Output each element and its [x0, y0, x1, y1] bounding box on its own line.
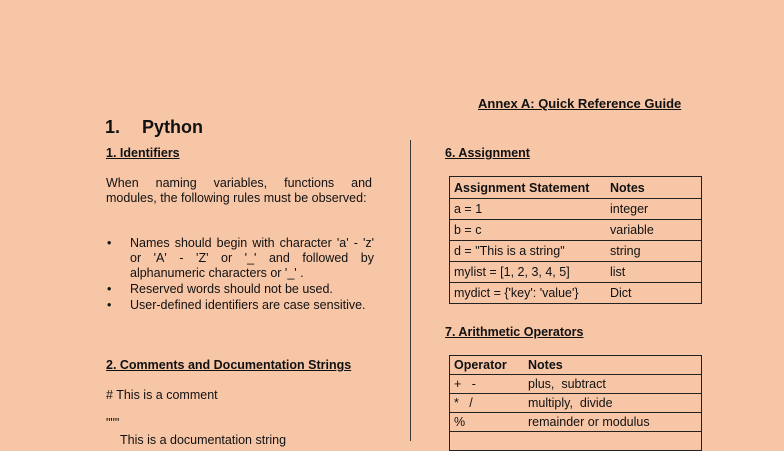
table-header-row [450, 356, 702, 375]
table-cell: variable [606, 220, 702, 241]
docstring-line: This is a documentation string [120, 433, 287, 447]
table-cell: string [606, 241, 702, 262]
column-header: Notes [524, 356, 702, 375]
table-cell: list [606, 262, 702, 283]
list-item: • Names should begin with character 'a' - 'z' or 'A' - 'Z' or '_' and followed by alphanumeric characters or '_' . [106, 236, 374, 281]
page-title-number: 1. [105, 117, 121, 137]
column-header: Notes [606, 177, 702, 199]
table-cell: a = 1 [450, 199, 607, 220]
list-item: • User-defined identifiers are case sensitive. [106, 298, 374, 313]
column-divider [410, 140, 411, 441]
table-cell: integer [606, 199, 702, 220]
table-cell: mydict = {'key': 'value'} [450, 283, 607, 304]
assignment-table [449, 176, 702, 304]
assignment-heading: 6. Assignment [445, 146, 530, 160]
list-item: • Reserved words should not be used. [106, 282, 374, 297]
page-title [105, 117, 203, 138]
page-title-text: Python [142, 117, 203, 137]
table-cell: d = "This is a string" [450, 241, 607, 262]
table-cell [524, 432, 702, 451]
table-row [450, 394, 702, 413]
table-row [450, 199, 702, 220]
table-header-row [450, 177, 702, 199]
identifiers-intro: When naming variables, functions and modules, the following rules must be observed: [106, 176, 372, 205]
table-row [450, 241, 702, 262]
comment-example: # This is a comment [106, 388, 218, 402]
table-cell: Dict [606, 283, 702, 304]
table-cell: plus, subtract [524, 375, 702, 394]
table-cell: * / [450, 394, 525, 413]
table-cell: remainder or modulus [524, 413, 702, 432]
table-row [450, 413, 702, 432]
table-row [450, 432, 702, 451]
identifiers-rules-list [106, 236, 374, 314]
table-row [450, 375, 702, 394]
column-header: Assignment Statement [450, 177, 607, 199]
annex-title: Annex A: Quick Reference Guide [478, 96, 682, 111]
table-row [450, 220, 702, 241]
arithmetic-heading: 7. Arithmetic Operators [445, 325, 584, 339]
table-row [450, 283, 702, 304]
comments-heading: 2. Comments and Documentation Strings [106, 358, 352, 372]
table-cell: multiply, divide [524, 394, 702, 413]
column-header: Operator [450, 356, 525, 375]
table-row [450, 262, 702, 283]
table-cell: mylist = [1, 2, 3, 4, 5] [450, 262, 607, 283]
table-cell: % [450, 413, 525, 432]
arithmetic-table [449, 355, 702, 451]
table-cell: + - [450, 375, 525, 394]
docstring-quotes: """ [106, 416, 120, 430]
table-cell [450, 432, 525, 451]
identifiers-heading: 1. Identifiers [106, 146, 180, 160]
table-cell: b = c [450, 220, 607, 241]
